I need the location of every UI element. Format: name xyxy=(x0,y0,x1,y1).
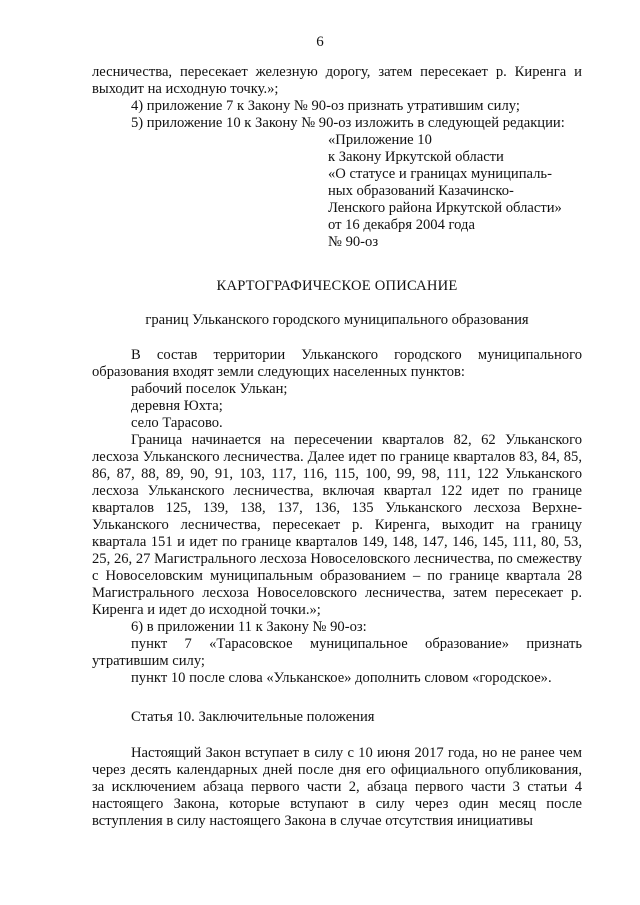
list-item-6: 6) в приложении 11 к Закону № 90-оз: xyxy=(131,619,367,635)
boundary-paragraph: Граница начинается на пересечении кварталов 82, 62 Ульканского лесхоза Ульканского лесничества. Далее идет по границе кварталов 83, 84, 85, 86, 87, 88, 89, 90, 91, 103, 117, 116, 115, 100, 99, 98, 111, 122 Ульканского лесхоза Ульканского лесничества, включая квартал 122 идет по границе кварталов 125, 139, 138, 137, 136, 135 Ульканского лесхоза Верхне-Ульканского лесничества, пересекает р. Киренга, выходит на границу квартала 151 и идет по границе кварталов 149, 148, 147, 146, 145, 111, 80, 53, 25, 26, 27 Магистрального лесхоза Новоселовского лесничества, по смежеству с Новоселовским муниципальным образованием – по границе квартала 28 Магистрального лесхоза Новоселовского лесничества, затем пересекает р. Киренга и идет до исходной точки.»; xyxy=(92,432,582,618)
point-10-paragraph: пункт 10 после слова «Ульканское» дополнить словом «городское». xyxy=(131,670,552,686)
final-paragraph: Настоящий Закон вступает в силу с 10 июня 2017 года, но не ранее чем через десять календарных дней после дня его официального опубликования, за исключением абзаца первого части 2, абзаца первого части 3 статьи 4 настоящего Закона, которые вступают в силу через один месяц после вступления в силу настоящего Закона в случае отсутствия инициативы xyxy=(92,745,582,829)
appendix-line: «О статусе и границах муниципаль- xyxy=(328,166,552,182)
section-heading: КАРТОГРАФИЧЕСКОЕ ОПИСАНИЕ xyxy=(216,278,458,294)
appendix-line: ных образований Казачинско- xyxy=(328,183,514,199)
point-7-paragraph: пункт 7 «Тарасовское муниципальное образование» признать утратившим силу; xyxy=(92,636,582,669)
appendix-line: к Закону Иркутской области xyxy=(328,149,504,165)
list-item-5: 5) приложение 10 к Закону № 90-оз изложить в следующей редакции: xyxy=(131,115,565,131)
page-number: 6 xyxy=(316,34,324,50)
appendix-line: № 90-оз xyxy=(328,234,379,250)
appendix-line: от 16 декабря 2004 года xyxy=(328,217,475,233)
appendix-line: Ленского района Иркутской области» xyxy=(328,200,562,216)
settlement-item: рабочий поселок Улькан; xyxy=(131,381,288,397)
list-item-4: 4) приложение 7 к Закону № 90-оз признать утратившим силу; xyxy=(131,98,520,114)
appendix-reference-block xyxy=(328,132,582,251)
section-subheading: границ Ульканского городского муниципального образования xyxy=(145,312,529,328)
document-body xyxy=(92,64,582,830)
appendix-line: «Приложение 10 xyxy=(328,132,432,148)
continuation-paragraph: лесничества, пересекает железную дорогу, затем пересекает р. Киренга и выходит на исходную точку.»; xyxy=(92,64,582,97)
article-heading: Статья 10. Заключительные положения xyxy=(131,709,375,725)
composition-paragraph: В состав территории Ульканского городского муниципального образования входят земли следующих населенных пунктов: xyxy=(92,347,582,380)
settlement-item: село Тарасово. xyxy=(131,415,223,431)
settlement-item: деревня Юхта; xyxy=(131,398,223,414)
